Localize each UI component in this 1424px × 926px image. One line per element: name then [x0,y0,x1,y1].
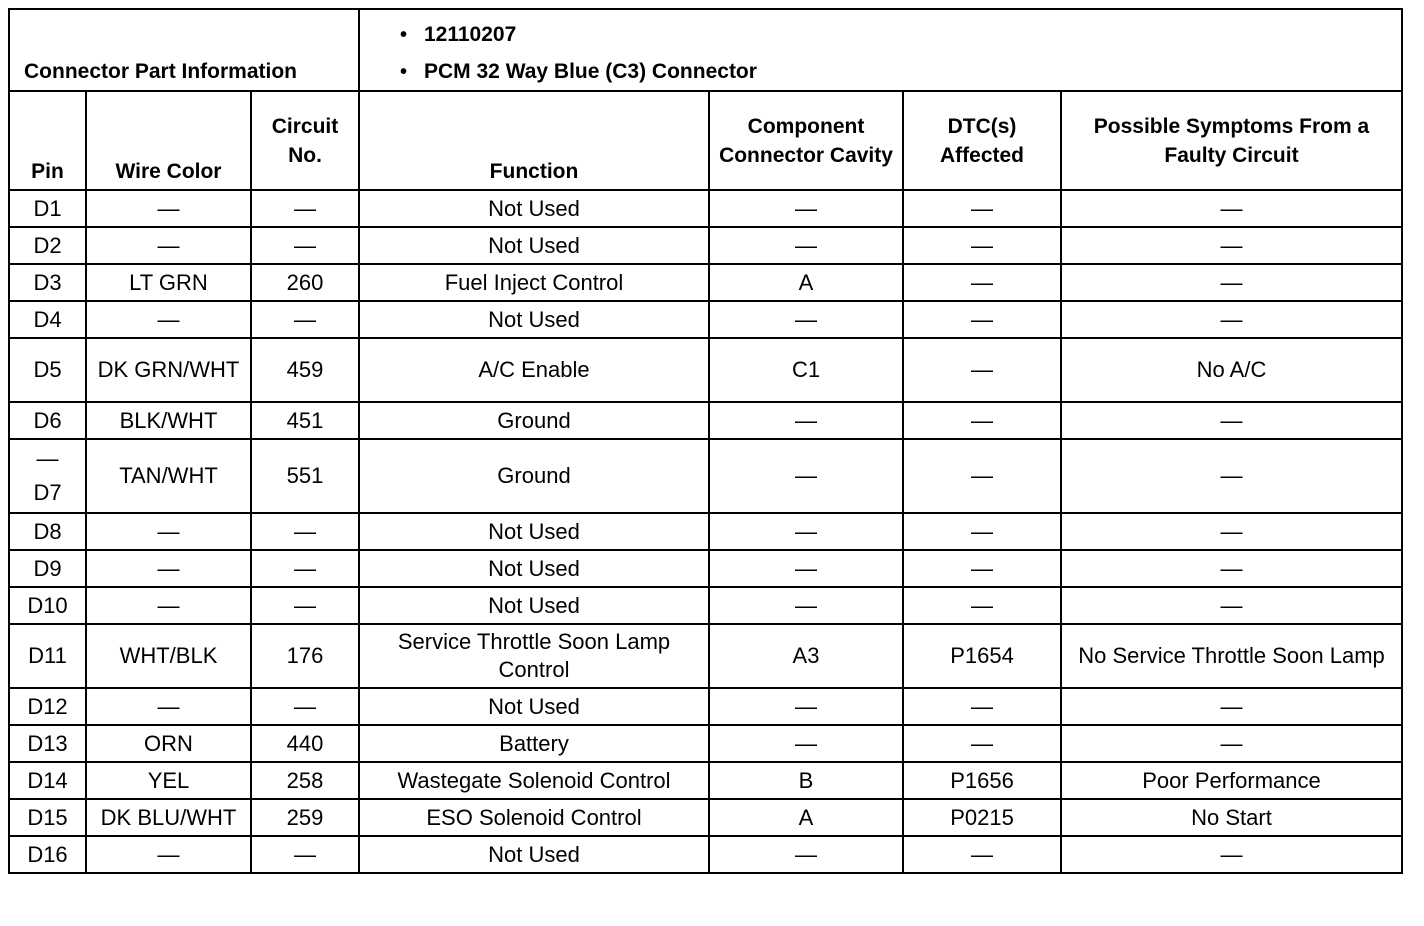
circuit-cell: — [251,190,359,227]
wire-color-cell: — [86,587,251,624]
symptoms-cell: — [1061,725,1402,762]
connector-description: PCM 32 Way Blue (C3) Connector [424,59,757,83]
dtc-cell: — [903,725,1061,762]
pin-cell: D12 [9,688,86,725]
cavity-cell: A3 [709,624,903,688]
symptoms-cell: — [1061,227,1402,264]
bullet-item [400,53,1391,90]
table-row [9,227,1402,264]
cavity-cell: — [709,439,903,513]
pin-cell: D15 [9,799,86,836]
cavity-cell: — [709,587,903,624]
circuit-cell: — [251,513,359,550]
wire-color-cell: ORN [86,725,251,762]
dtc-cell: — [903,402,1061,439]
function-cell: Not Used [359,836,709,873]
column-header-cavity: Component Connector Cavity [709,91,903,190]
pin-cell: D4 [9,301,86,338]
function-cell: Not Used [359,301,709,338]
wire-color-cell: — [86,190,251,227]
circuit-cell: 440 [251,725,359,762]
pin-cell: D9 [9,550,86,587]
wire-color-cell: — [86,836,251,873]
table-row [9,439,1402,513]
wire-color-cell: — [86,688,251,725]
circuit-cell: 176 [251,624,359,688]
symptoms-cell: — [1061,836,1402,873]
connector-pinout-table [8,8,1403,874]
symptoms-cell: No Start [1061,799,1402,836]
circuit-cell: — [251,550,359,587]
pin-cell: D11 [9,624,86,688]
table-row [9,836,1402,873]
symptoms-cell: No A/C [1061,338,1402,402]
function-cell: Ground [359,439,709,513]
wire-color-cell: YEL [86,762,251,799]
dtc-cell: P1656 [903,762,1061,799]
bullet-icon: • [400,23,408,46]
dtc-cell: — [903,836,1061,873]
function-cell: Not Used [359,587,709,624]
pin-cell [9,439,86,513]
table-row [9,190,1402,227]
dtc-cell: P1654 [903,624,1061,688]
circuit-cell: 258 [251,762,359,799]
cavity-cell: C1 [709,338,903,402]
wire-color-cell: BLK/WHT [86,402,251,439]
connector-info-bullets [359,9,1402,91]
cavity-cell: — [709,836,903,873]
pin-cell: D5 [9,338,86,402]
circuit-cell: — [251,836,359,873]
dtc-cell: — [903,338,1061,402]
symptoms-cell: Poor Performance [1061,762,1402,799]
pin-dash: — [36,446,59,471]
cavity-cell: — [709,688,903,725]
dtc-cell: — [903,227,1061,264]
cavity-cell: — [709,402,903,439]
dtc-cell: — [903,301,1061,338]
column-header-function: Function [359,91,709,190]
dtc-cell: — [903,688,1061,725]
cavity-cell: B [709,762,903,799]
symptoms-cell: — [1061,513,1402,550]
connector-table-frame [8,8,1401,874]
circuit-cell: 260 [251,264,359,301]
function-cell: Not Used [359,688,709,725]
function-cell: Ground [359,402,709,439]
symptoms-cell: No Service Throttle Soon Lamp [1061,624,1402,688]
circuit-cell: 451 [251,402,359,439]
table-row [9,762,1402,799]
wire-color-cell: — [86,301,251,338]
dtc-cell: — [903,190,1061,227]
circuit-cell: 259 [251,799,359,836]
table-row [9,587,1402,624]
connector-info-label: Connector Part Information [9,9,359,91]
table-row [9,725,1402,762]
bullet-icon: • [400,60,408,83]
symptoms-cell: — [1061,550,1402,587]
pin-cell: D8 [9,513,86,550]
symptoms-cell: — [1061,439,1402,513]
pin-cell: D3 [9,264,86,301]
function-cell: Wastegate Solenoid Control [359,762,709,799]
part-number: 12110207 [424,22,517,46]
circuit-cell: 551 [251,439,359,513]
function-cell: Battery [359,725,709,762]
circuit-cell: — [251,688,359,725]
table-row [9,688,1402,725]
cavity-cell: — [709,725,903,762]
wire-color-cell: DK BLU/WHT [86,799,251,836]
dtc-cell: — [903,550,1061,587]
bullet-item [400,16,1391,53]
symptoms-cell: — [1061,688,1402,725]
symptoms-cell: — [1061,402,1402,439]
dtc-cell: — [903,513,1061,550]
wire-color-cell: — [86,513,251,550]
function-cell: Service Throttle Soon Lamp Control [359,624,709,688]
pin-stack [14,442,81,510]
dtc-cell: — [903,264,1061,301]
pin-cell: D10 [9,587,86,624]
connector-info-row [9,9,1402,91]
table-row [9,513,1402,550]
function-cell: ESO Solenoid Control [359,799,709,836]
table-row [9,264,1402,301]
wire-color-cell: WHT/BLK [86,624,251,688]
cavity-cell: — [709,550,903,587]
symptoms-cell: — [1061,264,1402,301]
cavity-cell: A [709,264,903,301]
pin-cell: D13 [9,725,86,762]
symptoms-cell: — [1061,301,1402,338]
column-header-symptoms: Possible Symptoms From a Faulty Circuit [1061,91,1402,190]
function-cell: Not Used [359,190,709,227]
function-cell: A/C Enable [359,338,709,402]
circuit-cell: 459 [251,338,359,402]
table-row [9,624,1402,688]
pin-cell: D1 [9,190,86,227]
pin-label: D7 [33,480,62,505]
column-header-wire-color: Wire Color [86,91,251,190]
column-header-row [9,91,1402,190]
table-row [9,338,1402,402]
column-header-dtc: DTC(s) Affected [903,91,1061,190]
cavity-cell: — [709,301,903,338]
pin-cell: D16 [9,836,86,873]
circuit-cell: — [251,587,359,624]
function-cell: Not Used [359,550,709,587]
symptoms-cell: — [1061,587,1402,624]
pin-cell: D14 [9,762,86,799]
cavity-cell: — [709,227,903,264]
wire-color-cell: DK GRN/WHT [86,338,251,402]
pin-cell: D2 [9,227,86,264]
wire-color-cell: — [86,550,251,587]
function-cell: Not Used [359,513,709,550]
pin-cell: D6 [9,402,86,439]
table-row [9,301,1402,338]
table-row [9,799,1402,836]
dtc-cell: P0215 [903,799,1061,836]
cavity-cell: — [709,513,903,550]
function-cell: Fuel Inject Control [359,264,709,301]
cavity-cell: — [709,190,903,227]
function-cell: Not Used [359,227,709,264]
column-header-pin: Pin [9,91,86,190]
table-row [9,550,1402,587]
wire-color-cell: LT GRN [86,264,251,301]
table-row [9,402,1402,439]
column-header-circuit: Circuit No. [251,91,359,190]
wire-color-cell: — [86,227,251,264]
dtc-cell: — [903,587,1061,624]
circuit-cell: — [251,227,359,264]
dtc-cell: — [903,439,1061,513]
cavity-cell: A [709,799,903,836]
symptoms-cell: — [1061,190,1402,227]
circuit-cell: — [251,301,359,338]
wire-color-cell: TAN/WHT [86,439,251,513]
